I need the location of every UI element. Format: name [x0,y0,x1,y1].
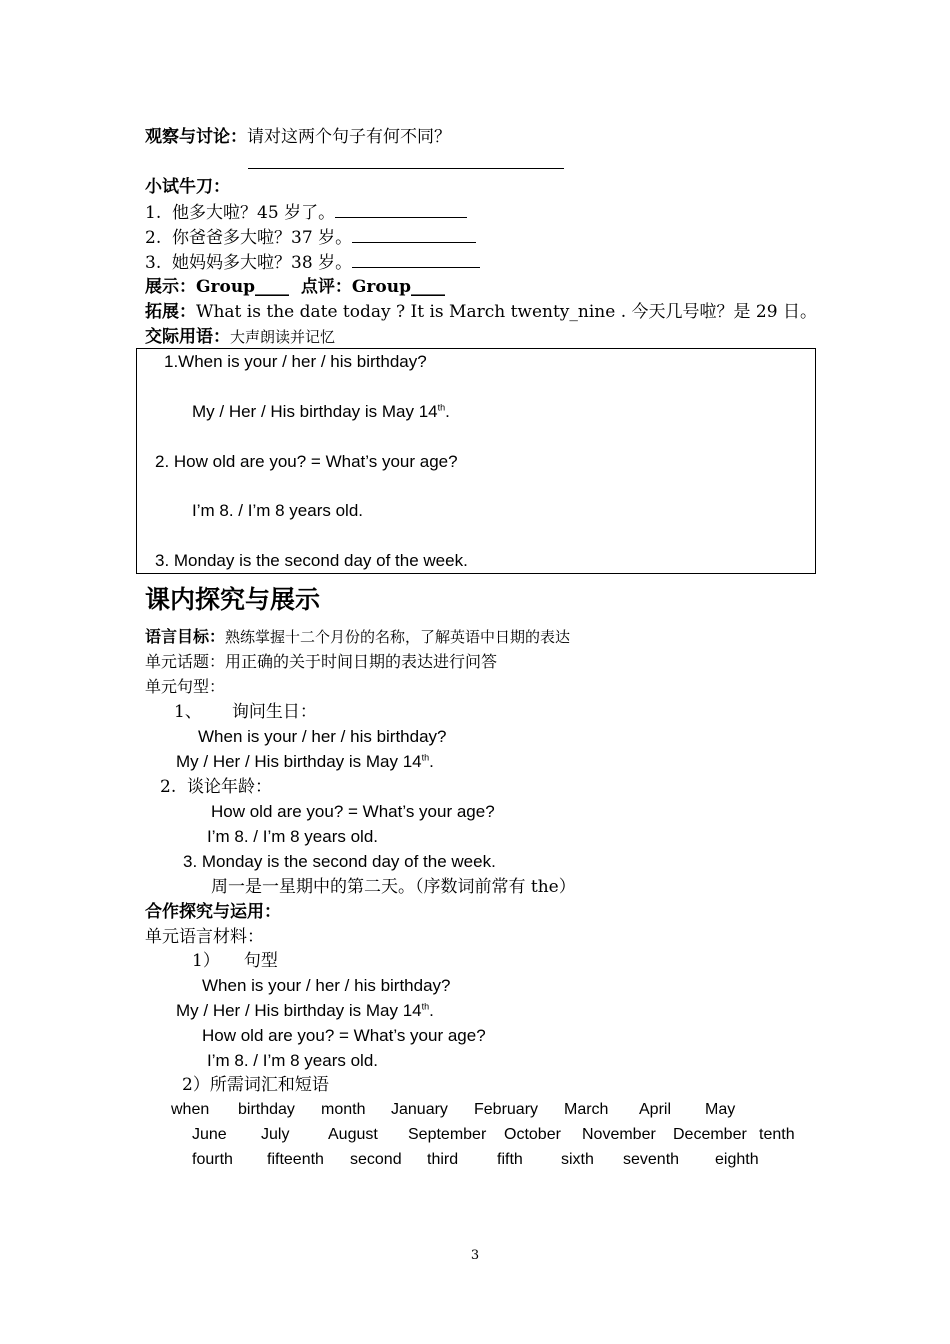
vocab-word: eighth [715,1151,759,1168]
language-goal-label: 语言目标： [145,627,226,646]
vocab-word: February [474,1101,539,1118]
vocab-word: March [564,1101,609,1118]
box-answer-1 [192,401,450,423]
box-question-2: 2. How old are you? = What’s your age? [155,452,458,471]
vocab-word: May [705,1101,736,1118]
coop-answer-1 [176,1000,434,1022]
pattern-3-note: 周一是一星期中的第二天。（序数词前常有 the） [211,877,576,897]
pattern-num: 2. [160,777,177,797]
trial-answer-blank[interactable] [352,251,480,268]
box-answer-1-text: My / Her / His birthday is May 14 [192,402,438,421]
period: . [429,752,434,771]
vocab-word: July [261,1126,290,1143]
trial-item-num: 3. [145,253,162,273]
extend-label: 拓展： [145,302,196,322]
page-number: 3 [470,1248,480,1263]
observe-line [145,126,451,148]
vocab-word: fifth [497,1151,523,1168]
box-question-1: 1.When is your / her / his birthday? [164,352,427,371]
vocab-word: tenth [759,1126,795,1143]
vocab-word: April [639,1101,672,1118]
vocab-word: August [328,1126,378,1143]
vocab-word: birthday [238,1101,295,1118]
coop-sentence-heading [192,950,278,972]
pattern-title: 询问生日： [231,702,317,722]
show-label: 展示： [145,277,196,297]
vocab-word: December [673,1126,747,1143]
pattern-2-question: How old are you? = What’s your age? [211,802,495,821]
observe-answer-blank[interactable] [248,152,564,175]
vocab-word: November [582,1126,656,1143]
vocab-word: fifteenth [267,1151,324,1168]
coop-num: 1） [192,951,220,971]
vocab-word: October [504,1126,561,1143]
vocab-word: when [171,1101,210,1118]
trial-item-num: 1. [145,203,162,223]
pattern-2-heading [160,776,272,798]
observe-question: 请对这两个句子有何不同？ [247,127,451,147]
trial-item [145,251,480,274]
vocab-word: fourth [192,1151,233,1168]
coop-label: 合作探究与运用： [145,902,281,922]
pattern-1-question: When is your / her / his birthday? [198,727,447,746]
vocab-word: month [321,1101,366,1118]
vocab-word: June [192,1126,227,1143]
trial-item-text: 你爸爸多大啦？37 岁。 [172,228,353,248]
trial-item [145,226,476,249]
pattern-1-heading [174,701,317,723]
coop-question-2: How old are you? = What’s your age? [202,1026,486,1045]
ordinal-suffix: th [437,402,446,413]
language-goal [145,626,570,648]
ordinal-suffix: th [421,1001,430,1012]
coop-material: 单元语言材料： [145,927,264,947]
phrases-box [136,348,816,574]
observe-label: 观察与讨论： [145,127,247,147]
coop-answer-2: I’m 8. / I’m 8 years old. [207,1051,378,1070]
trial-answer-blank[interactable] [335,201,467,218]
trial-item-text: 他多大啦？45 岁了。 [172,203,336,223]
vocab-word: second [350,1151,402,1168]
extend-line [145,301,817,323]
pattern-title: 谈论年龄： [187,777,273,797]
trial-item-num: 2. [145,228,162,248]
vocab-word: sixth [561,1151,594,1168]
phrases-label: 交际用语： [145,327,230,347]
vocab-word: January [391,1101,448,1118]
extend-text: What is the date today ? It is March twenty_nine . 今天几号啦？是 29 日。 [196,302,817,322]
coop-title: 句型 [243,951,278,971]
unit-topic: 单元话题：用正确的关于时间日期的表达进行问答 [145,652,498,671]
unit-patterns-label: 单元句型： [145,677,226,696]
show-group: Group____ [196,277,290,297]
review-label: 点评： [300,277,352,297]
trial-item-text: 她妈妈多大啦？38 岁。 [172,253,353,273]
show-line [145,276,445,298]
pattern-num: 1、 [174,702,202,722]
vocab-word: September [408,1126,487,1143]
pattern-3: 3. Monday is the second day of the week. [183,852,496,871]
trial-label: 小试牛刀： [145,177,230,197]
coop-vocab-heading: 2）所需词汇和短语 [182,1075,329,1095]
phrases-line [145,326,335,348]
box-question-3: 3. Monday is the second day of the week. [155,551,468,570]
trial-answer-blank[interactable] [352,226,476,243]
pattern-1-answer [176,751,434,773]
language-goal-text: 熟练掌握十二个月份的名称，了解英语中日期的表达 [225,628,571,646]
trial-item [145,201,467,224]
phrases-note: 大声朗读并记忆 [230,328,336,346]
section-title: 课内探究与展示 [145,585,321,614]
box-answer-1-end: . [445,402,450,421]
coop-answer-1-text: My / Her / His birthday is May 14 [176,1001,422,1020]
ordinal-suffix: th [421,752,430,763]
pattern-2-answer: I’m 8. / I’m 8 years old. [207,827,378,846]
review-group: Group____ [351,277,445,297]
vocab-word: third [427,1151,459,1168]
period: . [429,1001,434,1020]
vocab-word: seventh [623,1151,680,1168]
box-answer-2: I’m 8. / I’m 8 years old. [192,501,363,520]
pattern-1-answer-text: My / Her / His birthday is May 14 [176,752,422,771]
coop-question-1: When is your / her / his birthday? [202,976,451,995]
